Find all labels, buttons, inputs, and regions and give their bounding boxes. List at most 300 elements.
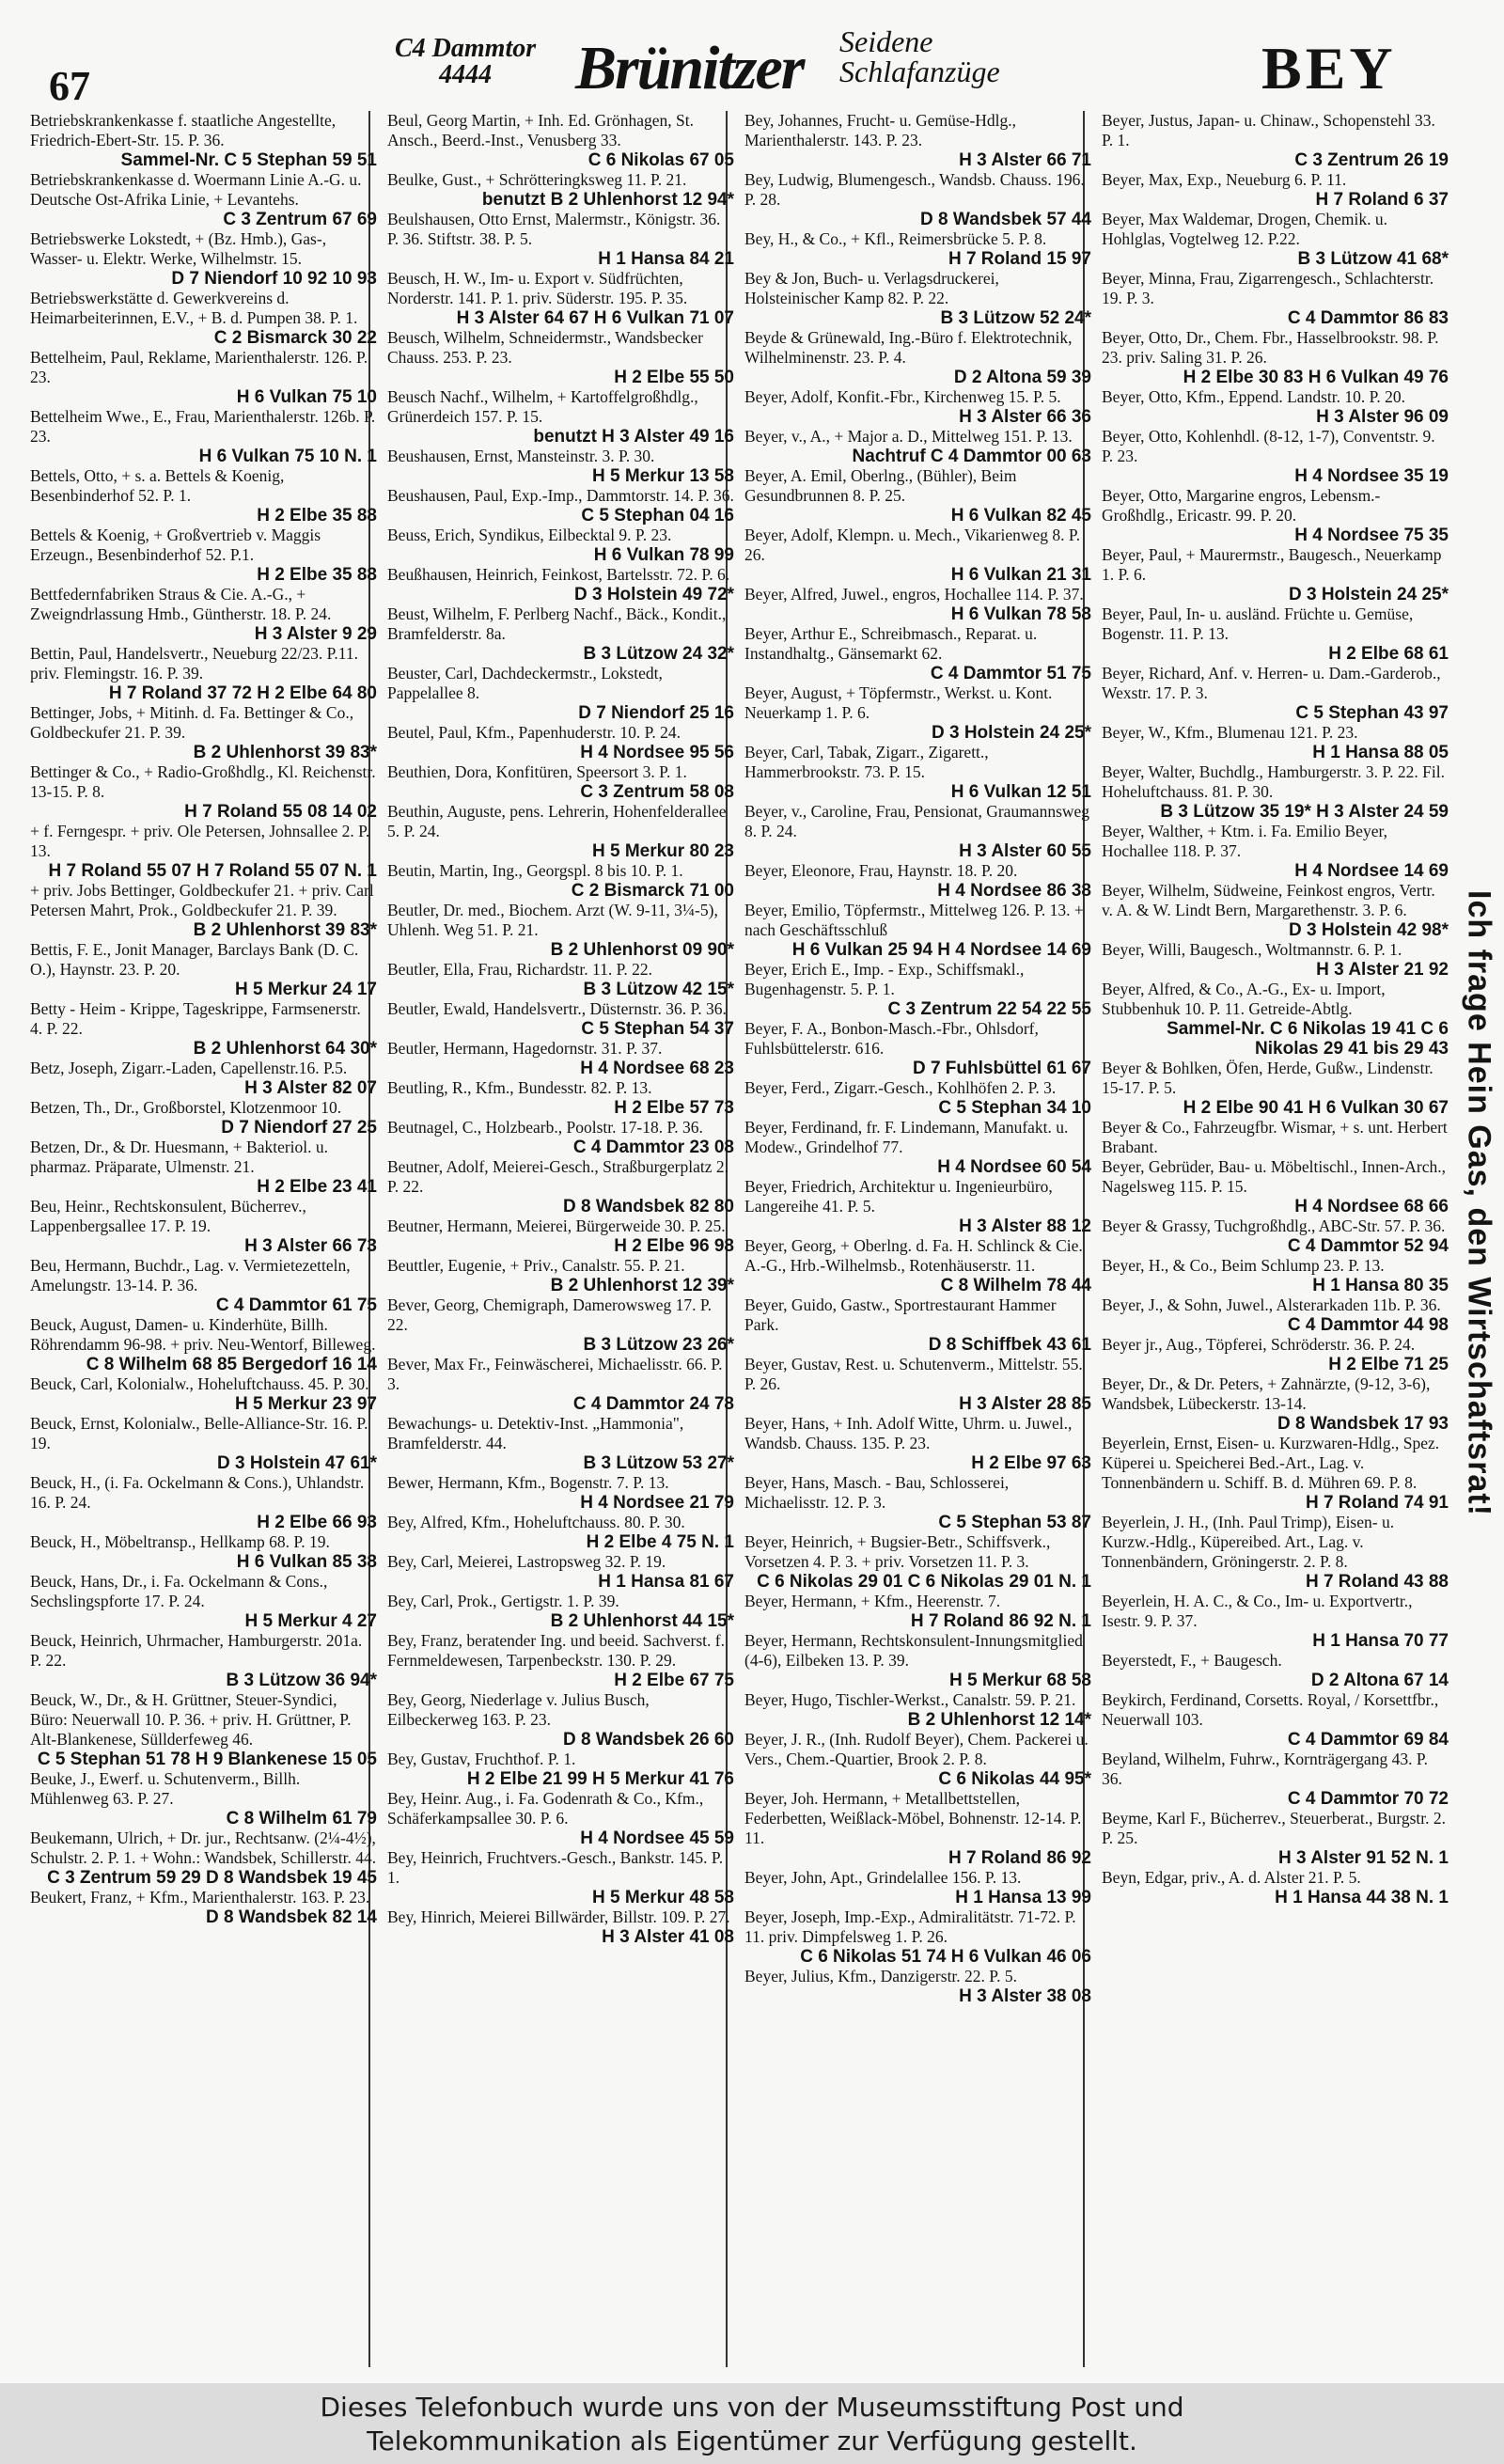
entry-text: Betzen, Th., Dr., Großborstel, Klotzenmoor 10. [30, 1098, 342, 1117]
header-ad-phone-line1: C4 Dammtor [395, 34, 537, 63]
entry-text: Bettis, F. E., Jonit Manager, Barclays Bank (D. C. O.), Haynstr. 23. P. 20. [30, 940, 359, 979]
directory-entry [1102, 1157, 1449, 1216]
entry-text: Bey, Alfred, Kfm., Hoheluftchauss. 80. P. 30. [387, 1513, 685, 1531]
entry-phone: H 2 Elbe 71 25 [1328, 1355, 1449, 1374]
directory-entry [744, 1631, 1091, 1690]
entry-phone: B 2 Uhlenhorst 12 14* [907, 1710, 1091, 1730]
entry-phone: B 2 Uhlenhorst 39 83* [193, 743, 377, 762]
entry-phone: D 8 Wandsbek 82 80 [563, 1197, 734, 1216]
directory-entry [30, 1315, 377, 1374]
entry-phone: H 3 Alster 41 08 [602, 1927, 734, 1947]
entry-text: Beukemann, Ulrich, + Dr. jur., Rechtsanw. (2¼-4½), Schulstr. 2. P. 1. + Wohn.: Wandsbek, Schillerstr. 44. [30, 1828, 377, 1867]
entry-text: Bewer, Hermann, Kfm., Bogenstr. 7. P. 13. [387, 1473, 669, 1492]
entry-phone: D 2 Altona 67 14 [1310, 1671, 1449, 1690]
directory-entry [30, 1197, 377, 1256]
directory-entry [744, 861, 1091, 901]
entry-phone: D 8 Wandsbek 57 44 [920, 210, 1091, 229]
entry-text: Bey, Gustav, Fruchthof. P. 1. [387, 1750, 576, 1768]
entry-text: Beyer, Emilio, Töpfermstr., Mittelweg 126. P. 13. + nach Geschäftsschluß [744, 901, 1084, 939]
directory-entry [1102, 1434, 1449, 1513]
directory-entry [30, 1473, 377, 1532]
entry-phone: H 6 Vulkan 85 38 [236, 1552, 377, 1572]
entry-phone: H 5 Merkur 24 17 [234, 980, 377, 999]
directory-entry [387, 486, 734, 526]
directory-entry [387, 999, 734, 1039]
directory-entry [744, 466, 1091, 526]
directory-entry [387, 1039, 734, 1078]
entry-phone: B 3 Lützow 53 27* [583, 1453, 734, 1473]
directory-entry [1102, 1256, 1449, 1295]
entry-text: Beyer, Walter, Buchdlg., Hamburgerstr. 3. P. 22. Fil. Hoheluftchauss. 81. P. 30. [1102, 762, 1445, 801]
entry-phone: H 2 Elbe 30 83 H 6 Vulkan 49 76 [1183, 368, 1449, 387]
directory-entry [1102, 1118, 1449, 1157]
listing-column-2 [387, 111, 734, 2378]
entry-phone: H 2 Elbe 57 73 [614, 1098, 734, 1118]
entry-text: Beutin, Martin, Ing., Georgspl. 8 bis 10. P. 1. [387, 861, 683, 880]
entry-phone: B 2 Uhlenhorst 09 90* [550, 940, 734, 960]
directory-entry [744, 111, 1091, 170]
entry-text: Beuck, Ernst, Kolonialw., Belle-Alliance-Str. 16. P. 19. [30, 1414, 368, 1452]
entry-phone: C 6 Nikolas 44 95* [938, 1769, 1091, 1789]
entry-text: Beyer, Carl, Tabak, Zigarr., Zigarett., Hammerbrookstr. 73. P. 15. [744, 743, 989, 781]
directory-entry [387, 565, 734, 604]
directory-entry [744, 427, 1091, 466]
directory-entry [744, 1414, 1091, 1473]
entry-phone: H 1 Hansa 44 38 N. 1 [1275, 1888, 1449, 1907]
entry-phone: H 3 Alster 60 55 [959, 841, 1091, 861]
entry-text: Beuthin, Auguste, pens. Lehrerin, Hohenfelderallee 5. P. 24. [387, 802, 727, 840]
entry-text: Beußhausen, Heinrich, Feinkost, Bartelsstr. 72. P. 6. [387, 565, 730, 584]
entry-text: Beyer & Co., Fahrzeugfbr. Wismar, + s. unt. Herbert Brabant. [1102, 1118, 1448, 1156]
entry-text: Beulshausen, Otto Ernst, Malermstr., Königstr. 36. P. 36. Stiftstr. 38. P. 5. [387, 210, 721, 248]
entry-text: Bey, Ludwig, Blumengesch., Wandsb. Chauss. 196. P. 28. [744, 170, 1085, 209]
entry-phone: H 2 Elbe 4 75 N. 1 [586, 1532, 734, 1552]
entry-text: Beushausen, Paul, Exp.-Imp., Dammtorstr. 14. P. 36. [387, 486, 734, 505]
entry-phone: B 3 Lützow 36 94* [226, 1671, 377, 1690]
entry-phone: D 8 Wandsbek 17 93 [1277, 1414, 1449, 1434]
entry-phone: H 1 Hansa 84 21 [598, 249, 734, 269]
directory-entry [30, 703, 377, 762]
entry-phone: D 3 Holstein 24 25* [1288, 585, 1449, 604]
directory-entry [1102, 940, 1449, 980]
entry-text: Beyer, J. R., (Inh. Rudolf Beyer), Chem. Packerei u. Vers., Chem.-Quartier, Brook 2. P. 8. [744, 1730, 1089, 1768]
entry-phone: B 2 Uhlenhorst 44 15* [550, 1611, 734, 1631]
entry-text: Bey, Johannes, Frucht- u. Gemüse-Hdlg., Marienthalerstr. 143. P. 23. [744, 111, 1017, 149]
listing-column-1 [30, 111, 377, 2378]
directory-entry [744, 1868, 1091, 1907]
directory-entry [30, 822, 377, 881]
entry-phone: C 4 Dammtor 51 75 [930, 664, 1091, 683]
entry-text: Bey & Jon, Buch- u. Verlagsdruckerei, Holsteinischer Kamp 82. P. 22. [744, 269, 999, 307]
directory-entry [1102, 664, 1449, 723]
directory-entry [1102, 1809, 1449, 1868]
entry-phone: H 3 Alster 91 52 N. 1 [1278, 1848, 1449, 1868]
entry-phone: H 5 Merkur 13 58 [591, 466, 734, 486]
entry-phone: H 2 Elbe 90 41 H 6 Vulkan 30 67 [1183, 1098, 1449, 1118]
entry-phone: H 3 Alster 21 92 [1316, 960, 1449, 980]
vertical-advert: Ich frage Hein Gas, den Wirtschaftsrat! [1461, 890, 1497, 1516]
directory-entry [387, 1513, 734, 1552]
directory-entry [387, 1295, 734, 1355]
directory-entry [387, 762, 734, 802]
entry-text: Beyer, Minna, Frau, Zigarrengesch., Schlachterstr. 19. P. 3. [1102, 269, 1434, 307]
entry-phone: H 2 Elbe 68 61 [1328, 644, 1449, 664]
entry-phone: B 3 Lützow 23 26* [583, 1335, 734, 1355]
entry-text: Beyer, Friedrich, Architektur u. Ingenieurbüro, Langereihe 41. P. 5. [744, 1177, 1053, 1216]
entry-text: Beyer, Otto, Kfm., Eppend. Landstr. 10. P. 20. [1102, 387, 1406, 406]
directory-entry [30, 1138, 377, 1197]
entry-phone: H 7 Roland 74 91 [1305, 1493, 1449, 1513]
entry-phone: H 6 Vulkan 75 10 N. 1 [198, 447, 377, 466]
entry-text: Beuck, H., (i. Fa. Ockelmann & Cons.), Uhlandstr. 16. P. 24. [30, 1473, 365, 1512]
entry-text: Beyer, Max Waldemar, Drogen, Chemik. u. Hohlglas, Vogtelweg 12. P.22. [1102, 210, 1388, 248]
entry-text: Beykirch, Ferdinand, Corsetts. Royal, / Korsettfbr., Neuerwall 103. [1102, 1690, 1439, 1729]
directory-entry [1102, 1335, 1449, 1374]
entry-text: Beyer, Otto, Margarine engros, Lebensm.-Großhdlg., Ericastr. 99. P. 20. [1102, 486, 1381, 525]
directory-entry [30, 881, 377, 940]
entry-phone: H 3 Alster 28 85 [959, 1394, 1091, 1414]
directory-entry [387, 1473, 734, 1513]
entry-phone: H 2 Elbe 21 99 H 5 Merkur 41 76 [466, 1769, 734, 1789]
directory-entry [1102, 1690, 1449, 1750]
entry-phone: H 3 Alster 82 07 [244, 1078, 377, 1098]
entry-phone: C 8 Wilhelm 78 44 [940, 1276, 1091, 1295]
directory-entry [387, 1552, 734, 1592]
entry-phone: C 4 Dammtor 86 83 [1287, 308, 1449, 328]
entry-phone: H 2 Elbe 97 63 [971, 1453, 1091, 1473]
entry-phone: D 2 Altona 59 39 [953, 368, 1091, 387]
entry-text: Beyerstedt, F., + Baugesch. [1102, 1651, 1282, 1670]
directory-entry [1102, 387, 1449, 427]
entry-phone: C 4 Dammtor 24 78 [572, 1394, 734, 1414]
directory-entry [744, 1295, 1091, 1355]
entry-text: Betty - Heim - Krippe, Tageskrippe, Farmsenerstr. 4. P. 22. [30, 999, 361, 1038]
entry-phone: H 3 Alster 96 09 [1316, 407, 1449, 427]
entry-text: Beyer jr., Aug., Töpferei, Schröderstr. 36. P. 24. [1102, 1335, 1416, 1354]
entry-phone: H 1 Hansa 88 05 [1312, 743, 1449, 762]
entry-phone: C 3 Zentrum 59 29 D 8 Wandsbek 19 45 [47, 1868, 377, 1888]
entry-text: Beyer, Wilhelm, Südweine, Feinkost engros, Vertr. v. A. & W. Lindt Bern, Margarethenstr. 3. P. 6. [1102, 881, 1435, 919]
entry-text: Beyn, Edgar, priv., A. d. Alster 21. P. 5. [1102, 1868, 1361, 1887]
directory-entry [387, 1631, 734, 1690]
entry-text: Beuthien, Dora, Konfitüren, Speersort 3. P. 1. [387, 762, 687, 781]
directory-entry [744, 585, 1091, 624]
entry-text: Beyer, Ferdinand, fr. F. Lindemann, Manufakt. u. Modew., Grindelhof 77. [744, 1118, 1069, 1156]
directory-entry [1102, 328, 1449, 387]
directory-entry [1102, 762, 1449, 822]
entry-phone: D 8 Wandsbek 82 14 [206, 1907, 377, 1927]
entry-text: Betzen, Dr., & Dr. Huesmann, + Bakteriol. u. pharmaz. Präparate, Ulmenstr. 21. [30, 1138, 329, 1176]
entry-text: + priv. Jobs Bettinger, Goldbeckufer 21. + priv. Carl Petersen Mahrt, Prok., Goldbeckufer 21. P. 39. [30, 881, 374, 919]
entry-phone: B 2 Uhlenhorst 12 39* [550, 1276, 734, 1295]
entry-text: Beyer, v., Caroline, Frau, Pensionat, Graumannsweg 8. P. 24. [744, 802, 1090, 840]
directory-entry [744, 1355, 1091, 1414]
directory-entry [1102, 1651, 1449, 1690]
entry-text: Bettels & Koenig, + Großvertrieb v. Maggis Erzeugn., Besenbinderhof 52. P.1. [30, 526, 321, 564]
entry-phone: H 2 Elbe 55 50 [614, 368, 734, 387]
entry-text: Beukert, Franz, + Kfm., Marienthalerstr. 163. P. 23. [30, 1888, 370, 1907]
entry-text: Beyer, Joh. Hermann, + Metallbettstellen, Federbetten, Weißlack-Möbel, Bohnenstr. 12-14. P. 11. [744, 1789, 1082, 1847]
directory-entry [1102, 822, 1449, 881]
entry-text: Beyer & Grassy, Tuchgroßhdlg., ABC-Str. 57. P. 36. [1102, 1216, 1446, 1235]
entry-text: Bey, Hinrich, Meierei Billwärder, Billstr. 109. P. 27. [387, 1907, 730, 1926]
entry-text: Betriebskrankenkasse d. Woermann Linie A.-G. u. Deutsche Ost-Afrika Linie, + Levantehs. [30, 170, 362, 209]
entry-phone: H 3 Alster 66 71 [959, 150, 1091, 170]
directory-entry [30, 229, 377, 289]
entry-phone: H 4 Nordsee 14 69 [1294, 861, 1449, 881]
entry-phone: H 4 Nordsee 21 79 [580, 1493, 734, 1513]
entry-text: Beyer, John, Apt., Grindelallee 156. P. 13. [744, 1868, 1022, 1887]
entry-text: Bey, Carl, Meierei, Lastropsweg 32. P. 19. [387, 1552, 666, 1571]
directory-entry [387, 328, 734, 387]
directory-entry [387, 526, 734, 565]
header-ad-brand: Brünitzer [575, 34, 804, 102]
entry-text: Bey, Georg, Niederlage v. Julius Busch, Eilbeckerweg 163. P. 23. [387, 1690, 650, 1729]
entry-text: Beuck, Carl, Kolonialw., Hoheluftchauss. 45. P. 30. [30, 1374, 369, 1393]
entry-text: Beyer, August, + Töpfermstr., Werkst. u. Kont. Neuerkamp 1. P. 6. [744, 683, 1053, 722]
entry-phone: C 5 Stephan 53 87 [938, 1513, 1091, 1532]
directory-entry [744, 960, 1091, 1019]
entry-text: Bey, Heinrich, Fruchtvers.-Gesch., Bankstr. 145. P. 1. [387, 1848, 724, 1887]
directory-entry [1102, 1059, 1449, 1118]
entry-phone: H 7 Roland 37 72 H 2 Elbe 64 80 [108, 683, 377, 703]
directory-entry [744, 1532, 1091, 1592]
entry-text: Beyer, Hermann, + Kfm., Heerenstr. 7. [744, 1592, 1001, 1610]
entry-phone: H 7 Roland 86 92 N. 1 [910, 1611, 1091, 1631]
listing-columns [30, 111, 1448, 2378]
entry-text: Beyer, Walther, + Ktm. i. Fa. Emilio Beyer, Hochallee 118. P. 37. [1102, 822, 1387, 860]
entry-phone: C 3 Zentrum 58 08 [580, 782, 734, 802]
entry-text: Beyer, Ferd., Zigarr.-Gesch., Kohlhöfen 2. P. 3. [744, 1078, 1057, 1097]
directory-entry [30, 1098, 377, 1138]
entry-phone: Sammel-Nr. C 5 Stephan 59 51 [120, 150, 377, 170]
directory-entry [1102, 980, 1449, 1059]
entry-text: Beyer, Hermann, Rechtskonsulent-Innungsmitglied (4-6), Eilbeken 13. P. 39. [744, 1631, 1083, 1670]
entry-text: Beyer, Richard, Anf. v. Herren- u. Dam.-Garderob., Wexstr. 17. P. 3. [1102, 664, 1441, 702]
entry-text: Beul, Georg Martin, + Inh. Ed. Grönhagen, St. Ansch., Beerd.-Inst., Venusberg 33. [387, 111, 694, 149]
entry-text: Beyerlein, H. A. C., & Co., Im- u. Exportvertr., Isestr. 9. P. 37. [1102, 1592, 1413, 1630]
directory-entry [387, 1157, 734, 1216]
directory-entry [30, 407, 377, 466]
directory-entry [744, 1789, 1091, 1868]
entry-text: Beyer, Justus, Japan- u. Chinaw., Schopenstehl 33. P. 1. [1102, 111, 1435, 149]
header-ad-phone-line2: 4444 [439, 60, 493, 89]
entry-phone: H 1 Hansa 13 99 [955, 1888, 1091, 1907]
directory-entry [387, 960, 734, 999]
directory-entry [387, 1750, 734, 1789]
directory-entry [30, 1888, 377, 1927]
entry-phone: B 3 Lützow 24 32* [583, 644, 734, 664]
footer-line-2: Telekommunikation als Eigentümer zur Verfügung gestellt. [367, 2425, 1137, 2456]
entry-text: Bettels, Otto, + s. a. Bettels & Koenig, Besenbinderhof 52. P. 1. [30, 466, 285, 505]
directory-entry [387, 1414, 734, 1473]
entry-text: Beyer, Heinrich, + Bugsier-Betr., Schiffsverk., Vorsetzen 4. P. 3. + priv. Vorsetzen 11. P. 3. [744, 1532, 1051, 1571]
directory-entry [744, 683, 1091, 743]
entry-text: Beutler, Ella, Frau, Richardstr. 11. P. 22. [387, 960, 653, 979]
entry-phone: C 4 Dammtor 70 72 [1287, 1789, 1449, 1809]
directory-entry [744, 1078, 1091, 1118]
entry-phone: H 6 Vulkan 21 31 [950, 565, 1091, 585]
entry-text: Beyerlein, J. H., (Inh. Paul Trimp), Eisen- u. Kurzw.-Hdlg., Küpereibed. Art., Lag. v. Tonnenbändern, Gröningerstr. 2. P. 8. [1102, 1513, 1395, 1571]
entry-phone: B 3 Lützow 52 24* [940, 308, 1091, 328]
directory-entry [387, 387, 734, 447]
entry-phone: H 5 Merkur 80 23 [591, 841, 734, 861]
directory-entry [30, 585, 377, 644]
directory-entry [387, 447, 734, 486]
entry-text: Beuke, J., Ewerf. u. Schutenverm., Billh. Mühlenweg 63. P. 27. [30, 1769, 301, 1808]
directory-entry [1102, 111, 1449, 170]
entry-phone: H 6 Vulkan 75 10 [236, 387, 377, 407]
entry-text: Beuster, Carl, Dachdeckermstr., Lokstedt, Pappelallee 8. [387, 664, 663, 702]
entry-text: Bettin, Paul, Handelsvertr., Neueburg 22/23. P.11. priv. Flemingstr. 16. P. 39. [30, 644, 358, 683]
directory-entry [744, 1592, 1091, 1631]
directory-entry [30, 348, 377, 407]
directory-entry [30, 1059, 377, 1098]
entry-text: Beyer, A. Emil, Oberlng., (Bühler), Beim Gesundbrunnen 8. P. 25. [744, 466, 1017, 505]
entry-phone: D 3 Holstein 42 98* [1288, 920, 1449, 940]
entry-text: Bever, Georg, Chemigraph, Damerowsweg 17. P. 22. [387, 1295, 713, 1334]
entry-phone: C 3 Zentrum 67 69 [223, 210, 377, 229]
directory-entry [30, 1572, 377, 1631]
entry-text: Beyer, Guido, Gastw., Sportrestaurant Hammer Park. [744, 1295, 1057, 1334]
directory-entry [1102, 604, 1449, 664]
entry-phone: H 6 Vulkan 82 45 [950, 506, 1091, 526]
entry-phone: C 2 Bismarck 71 00 [571, 881, 734, 901]
directory-entry [1102, 1868, 1449, 1907]
entry-text: Bettelheim Wwe., E., Frau, Marienthalerstr. 126b. P. 23. [30, 407, 376, 446]
entry-phone: H 1 Hansa 81 67 [598, 1572, 734, 1592]
entry-phone: H 2 Elbe 96 98 [614, 1236, 734, 1256]
entry-phone: B 2 Uhlenhorst 39 83* [193, 920, 377, 940]
directory-entry [30, 1532, 377, 1572]
header-ad-tagline-line1: Seidene [839, 24, 933, 58]
directory-entry [744, 624, 1091, 683]
entry-phone: H 2 Elbe 23 41 [257, 1177, 377, 1197]
footer-notice [0, 2383, 1504, 2464]
directory-entry [387, 1690, 734, 1750]
entry-phone: C 5 Stephan 43 97 [1295, 703, 1449, 723]
entry-phone: C 8 Wilhelm 61 79 [226, 1809, 377, 1828]
entry-text: Beu, Hermann, Buchdr., Lag. v. Vermietezetteln, Amelungstr. 13-14. P. 36. [30, 1256, 351, 1295]
entry-phone: H 3 Alster 66 36 [959, 407, 1091, 427]
entry-phone: H 4 Nordsee 95 56 [580, 743, 734, 762]
entry-text: Beyer, Paul, + Maurermstr., Baugesch., Neuerkamp 1. P. 6. [1102, 545, 1442, 584]
directory-entry [387, 901, 734, 960]
directory-entry [744, 1730, 1091, 1789]
footer-line-1: Dieses Telefonbuch wurde uns von der Museumsstiftung Post und [320, 2392, 1184, 2423]
header-ad-tagline [839, 26, 1000, 86]
entry-phone: H 7 Roland 6 37 [1315, 190, 1449, 210]
entry-phone: C 5 Stephan 04 16 [581, 506, 734, 526]
entry-text: Bey, Franz, beratender Ing. und beeid. Sachverst. f. Fernmeldewesen, Tarpenbeckstr. 130. P. 29. [387, 1631, 725, 1670]
entry-text: Beyer, W., Kfm., Blumenau 121. P. 23. [1102, 723, 1358, 742]
entry-text: Beyer, Hans, + Inh. Adolf Witte, Uhrm. u. Juwel., Wandsb. Chauss. 135. P. 23. [744, 1414, 1073, 1452]
entry-phone: H 5 Merkur 48 58 [591, 1888, 734, 1907]
directory-entry [1102, 1592, 1449, 1651]
entry-phone: B 3 Lützow 42 15* [583, 980, 734, 999]
directory-entry [1102, 1374, 1449, 1434]
directory-entry [30, 940, 377, 999]
entry-phone: C 5 Stephan 54 37 [581, 1019, 734, 1039]
entry-text: Beutler, Hermann, Hagedornstr. 31. P. 37. [387, 1039, 663, 1058]
entry-phone: H 4 Nordsee 75 35 [1294, 526, 1449, 545]
entry-phone: B 3 Lützow 35 19* H 3 Alster 24 59 [1160, 802, 1449, 822]
entry-phone: H 2 Elbe 67 75 [614, 1671, 734, 1690]
directory-entry [744, 170, 1091, 229]
entry-text: Bey, H., & Co., + Kfl., Reimersbrücke 5. P. 8. [744, 229, 1047, 248]
entry-phone: C 4 Dammtor 23 08 [572, 1138, 734, 1157]
entry-phone: C 4 Dammtor 44 98 [1287, 1315, 1449, 1335]
directory-entry [744, 269, 1091, 328]
directory-entry [744, 229, 1091, 269]
entry-text: Beyer, Otto, Dr., Chem. Fbr., Hasselbrookstr. 98. P. 23. priv. Saling 31. P. 26. [1102, 328, 1439, 367]
entry-phone: H 1 Hansa 70 77 [1312, 1631, 1449, 1651]
directory-entry [387, 111, 734, 170]
directory-entry [30, 1690, 377, 1769]
entry-phone: H 6 Vulkan 78 58 [950, 604, 1091, 624]
directory-entry [30, 1769, 377, 1828]
directory-entry [744, 802, 1091, 861]
entry-phone: H 6 Vulkan 25 94 H 4 Nordsee 14 69 [791, 940, 1091, 960]
entry-phone: H 3 Alster 38 08 [959, 1986, 1091, 2006]
directory-entry [744, 1118, 1091, 1177]
directory-entry [30, 526, 377, 585]
entry-phone: D 7 Fuhlsbüttel 61 67 [912, 1059, 1091, 1078]
entry-phone: H 2 Elbe 35 88 [257, 506, 377, 526]
entry-phone: H 4 Nordsee 86 38 [937, 881, 1091, 901]
entry-text: Beuck, W., Dr., & H. Grüttner, Steuer-Syndici, Büro: Neuerwall 10. P. 36. + priv. H. Grüttner, P. Alt-Blankenese, Süllderfeweg 46. [30, 1690, 352, 1749]
directory-entry [30, 111, 377, 170]
entry-phone: H 3 Alster 88 12 [959, 1216, 1091, 1236]
entry-text: Beuck, Heinrich, Uhrmacher, Hamburgerstr. 201a. P. 22. [30, 1631, 363, 1670]
directory-entry [744, 1019, 1091, 1078]
entry-text: Betz, Joseph, Zigarr.-Laden, Capellenstr.16. P.5. [30, 1059, 348, 1077]
entry-phone: H 3 Alster 66 73 [244, 1236, 377, 1256]
entry-phone: D 8 Wandsbek 26 60 [563, 1730, 734, 1750]
entry-phone: H 7 Roland 43 88 [1305, 1572, 1449, 1592]
entry-text: Bettinger & Co., + Radio-Großhdlg., Kl. Reichenstr. 13-15. P. 8. [30, 762, 376, 801]
directory-entry [1102, 170, 1449, 210]
entry-phone: Nachtruf C 4 Dammtor 00 63 [852, 447, 1091, 466]
entry-text: Beuck, H., Möbeltransp., Hellkamp 68. P. 19. [30, 1532, 330, 1551]
entry-text: Beulke, Gust., + Schrötteringksweg 11. P. 21. [387, 170, 687, 189]
entry-text: Beutner, Adolf, Meierei-Gesch., Straßburgerplatz 2. P. 22. [387, 1157, 728, 1196]
directory-entry [1102, 723, 1449, 762]
entry-text: Bever, Max Fr., Feinwäscherei, Michaelisstr. 66. P. 3. [387, 1355, 723, 1393]
entry-text: Beyer, Eleonore, Frau, Haynstr. 18. P. 20. [744, 861, 1018, 880]
entry-phone: benutzt H 3 Alster 49 16 [533, 427, 734, 447]
entry-text: Beyer, Adolf, Klempn. u. Mech., Vikarienweg 8. P. 26. [744, 526, 1081, 564]
directory-entry [387, 802, 734, 861]
entry-text: Beyer, Hugo, Tischler-Werkst., Canalstr. 59. P. 21. [744, 1690, 1076, 1709]
directory-entry [744, 1907, 1091, 1967]
directory-entry [387, 1592, 734, 1631]
entry-text: Betriebskrankenkasse f. staatliche Angestellte, Friedrich-Ebert-Str. 15. P. 36. [30, 111, 337, 149]
page-number: 67 [49, 63, 90, 109]
directory-entry [744, 901, 1091, 960]
entry-text: Bettfedernfabriken Straus & Cie. A.-G., + Zweigndrlassung Hmb., Güntherstr. 18. P. 24. [30, 585, 332, 623]
entry-phone: benutzt B 2 Uhlenhorst 12 94* [481, 190, 734, 210]
listing-column-3 [744, 111, 1091, 2378]
entry-text: Beutler, Dr. med., Biochem. Arzt (W. 9-11, 3¼-5), Uhlenh. Weg 51. P. 21. [387, 901, 718, 939]
directory-entry [387, 723, 734, 762]
directory-entry [1102, 1216, 1449, 1256]
page-keyword: BEY [1261, 35, 1397, 102]
entry-phone: Sammel-Nr. C 6 Nikolas 19 41 C 6 Nikolas 29 41 bis 29 43 [1167, 1019, 1449, 1059]
entry-text: Beyer, Alfred, & Co., A.-G., Ex- u. Import, Stubbenhuk 10. P. 11. Getreide-Abtlg. [1102, 980, 1386, 1018]
entry-text: Beyer, Julius, Kfm., Danzigerstr. 22. P. 5. [744, 1967, 1017, 1985]
entry-phone: D 3 Holstein 49 72* [573, 585, 734, 604]
